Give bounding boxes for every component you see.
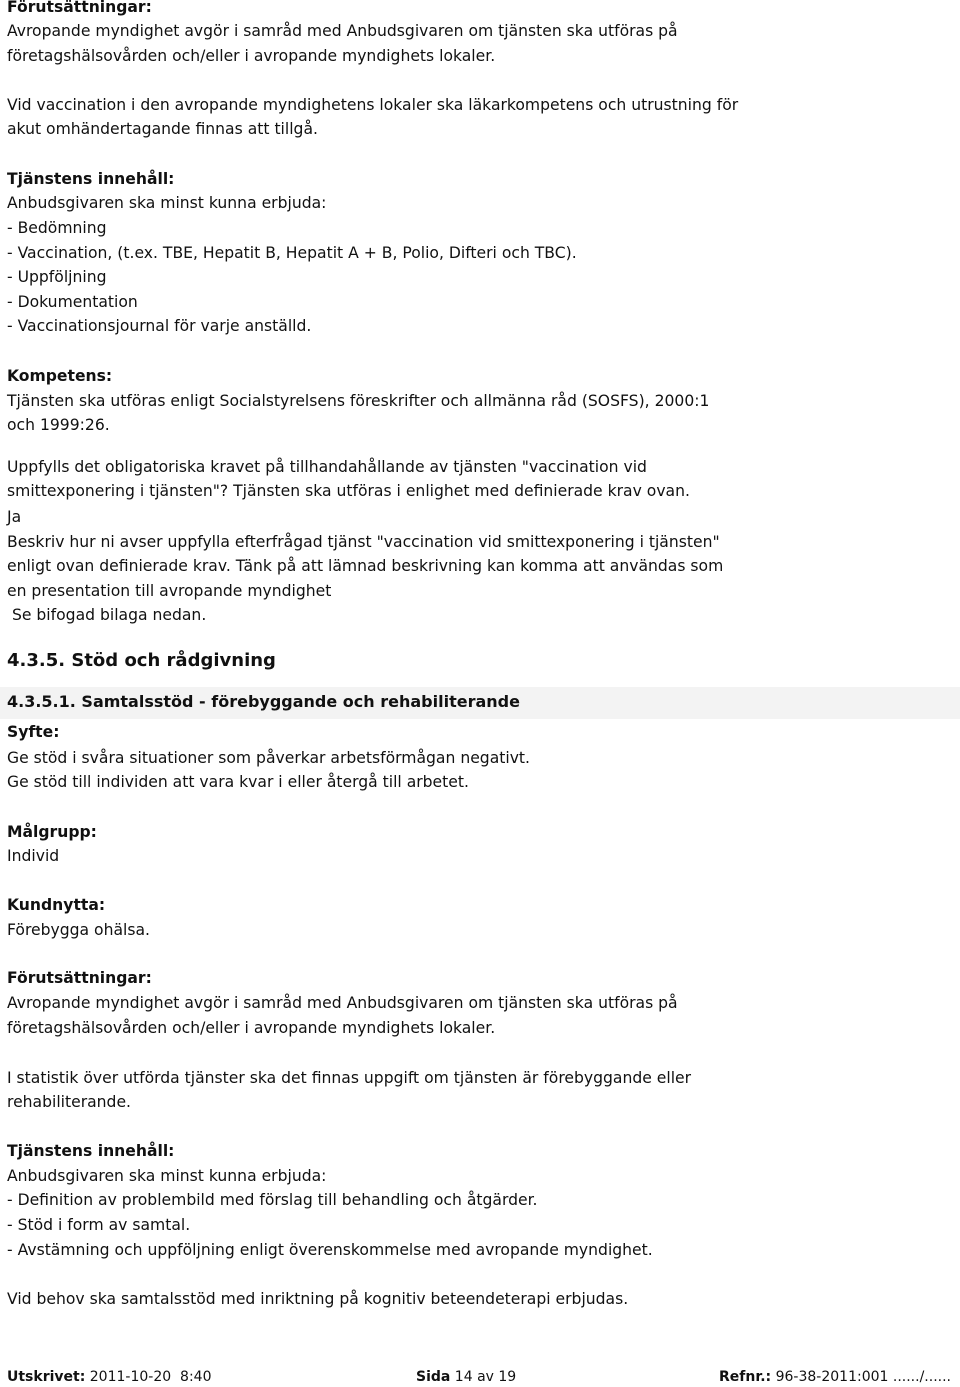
requirement-question-line: Uppfylls det obligatoriska kravet på tillhandahållande av tjänsten "vaccination vid [7, 458, 647, 476]
printed-value: 2011-10-20 8:40 [85, 1369, 212, 1385]
service-content-heading: Tjänstens innehåll: [7, 1142, 175, 1160]
prerequisites-heading: Förutsättningar: [7, 0, 152, 16]
prerequisites-text-line: Avropande myndighet avgör i samråd med Anbudsgivaren om tjänsten ska utföras på [7, 22, 678, 40]
customer-benefit-value: Förebygga ohälsa. [7, 921, 151, 939]
page-number [416, 1368, 516, 1386]
description-request-line: en presentation till avropande myndighet [7, 582, 332, 600]
description-request-line: Beskriv hur ni avser uppfylla efterfrågad tjänst "vaccination vid smittexponering i tjänsten" [7, 533, 720, 551]
customer-benefit-heading: Kundnytta: [7, 896, 106, 914]
printed-label: Utskrivet: [7, 1369, 86, 1385]
description-request-line: enligt ovan definierade krav. Tänk på att lämnad beskrivning kan komma att användas som [7, 557, 724, 575]
service-content-item: - Definition av problembild med förslag till behandling och åtgärder. [7, 1191, 538, 1209]
statistics-text-line: rehabiliterande. [7, 1093, 132, 1111]
requirement-question-line: smittexponering i tjänsten"? Tjänsten ska utföras i enlighet med definierade krav ovan. [7, 482, 690, 500]
vaccination-text-line: Vid vaccination i den avropande myndighetens lokaler ska läkarkompetens och utrustning för [7, 96, 739, 114]
service-content-item: - Uppföljning [7, 268, 107, 286]
prerequisites-text-line: företagshälsovården och/eller i avropande myndighets lokaler. [7, 47, 496, 65]
vaccination-text-line: akut omhändertagande finnas att tillgå. [7, 120, 318, 138]
purpose-text-line: Ge stöd till individen att vara kvar i eller återgå till arbetet. [7, 773, 469, 791]
service-content-item: - Stöd i form av samtal. [7, 1216, 191, 1234]
competence-heading: Kompetens: [7, 367, 113, 385]
therapy-text-line: Vid behov ska samtalsstöd med inriktning på kognitiv beteendeterapi erbjudas. [7, 1290, 629, 1308]
page-label: Sida [416, 1369, 451, 1385]
subsection-heading: 4.3.5.1. Samtalsstöd - förebyggande och rehabiliterande [7, 692, 520, 711]
page-value: 14 av 19 [450, 1369, 517, 1385]
target-group-value: Individ [7, 847, 60, 865]
service-content-intro: Anbudsgivaren ska minst kunna erbjuda: [7, 194, 327, 212]
purpose-heading: Syfte: [7, 723, 60, 741]
target-group-heading: Målgrupp: [7, 823, 97, 841]
reference-value: 96-38-2011:001 ....../...... [771, 1369, 951, 1385]
service-content-item: - Vaccination, (t.ex. TBE, Hepatit B, Hepatit A + B, Polio, Difteri och TBC). [7, 244, 577, 262]
service-content-heading: Tjänstens innehåll: [7, 170, 175, 188]
competence-text-line: Tjänsten ska utföras enligt Socialstyrelsens föreskrifter och allmänna råd (SOSFS), 2000:1 [7, 392, 710, 410]
service-content-item: - Avstämning och uppföljning enligt överenskommelse med avropande myndighet. [7, 1241, 653, 1259]
service-content-intro: Anbudsgivaren ska minst kunna erbjuda: [7, 1167, 327, 1185]
service-content-item: - Dokumentation [7, 293, 138, 311]
competence-text-line: och 1999:26. [7, 416, 110, 434]
reference-number [719, 1368, 951, 1386]
prerequisites-text-line: företagshälsovården och/eller i avropande myndighets lokaler. [7, 1019, 496, 1037]
description-answer: Se bifogad bilaga nedan. [7, 606, 207, 624]
printed-date [7, 1368, 211, 1386]
requirement-answer: Ja [7, 508, 22, 526]
statistics-text-line: I statistik över utförda tjänster ska det finnas uppgift om tjänsten är förebyggande eller [7, 1069, 692, 1087]
prerequisites-heading: Förutsättningar: [7, 969, 152, 987]
prerequisites-text-line: Avropande myndighet avgör i samråd med Anbudsgivaren om tjänsten ska utföras på [7, 994, 678, 1012]
service-content-item: - Vaccinationsjournal för varje anställd. [7, 317, 312, 335]
purpose-text-line: Ge stöd i svåra situationer som påverkar arbetsförmågan negativt. [7, 749, 530, 767]
reference-label: Refnr.: [719, 1369, 772, 1385]
section-heading: 4.3.5. Stöd och rådgivning [7, 650, 276, 671]
service-content-item: - Bedömning [7, 219, 107, 237]
